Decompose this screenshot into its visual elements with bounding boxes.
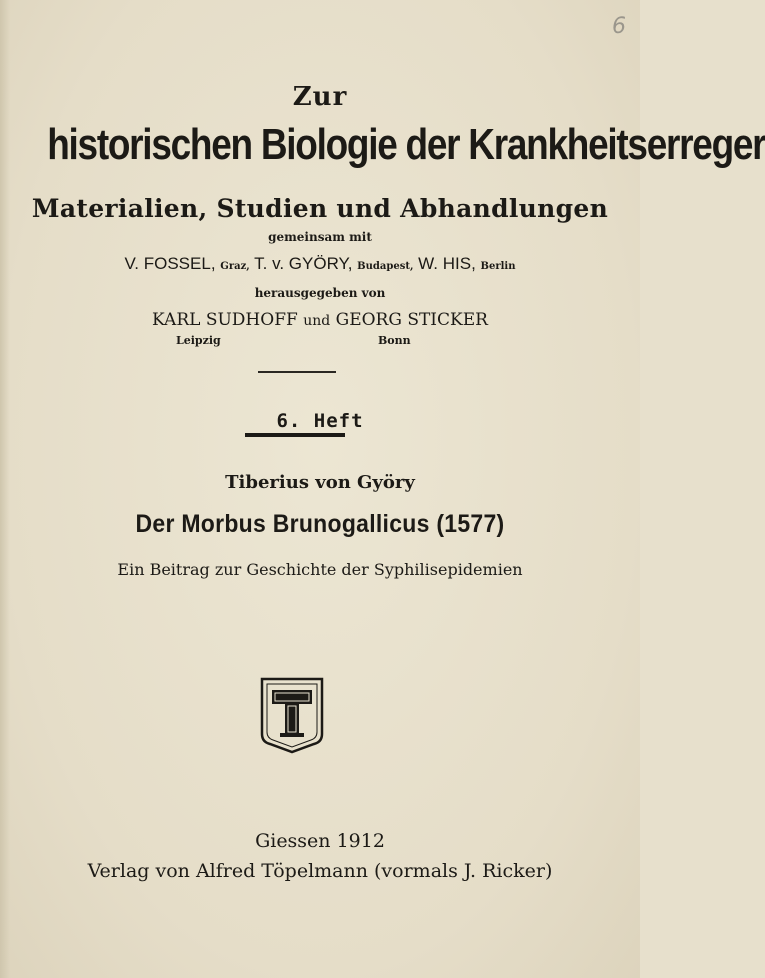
issue-underline bbox=[245, 433, 345, 437]
with-label: gemeinsam mit bbox=[268, 230, 372, 244]
editors-line bbox=[0, 310, 640, 330]
coeditor-city: Budapest, bbox=[357, 261, 414, 272]
editor-city: Leipzig bbox=[176, 334, 221, 347]
series-subtitle: Materialien, Studien und Abhandlungen bbox=[31, 194, 609, 223]
coeditor-name: W. HIS, bbox=[418, 254, 476, 273]
book-subtitle: Ein Beitrag zur Geschichte der Syphilisepidemien bbox=[117, 560, 523, 579]
series-title: historischen Biologie der Krankheitserreger bbox=[47, 120, 765, 169]
series-prefix: Zur bbox=[292, 82, 348, 112]
coeditor-city: Graz, bbox=[220, 261, 250, 272]
publisher: Verlag von Alfred Töpelmann (vormals J. Ricker) bbox=[87, 860, 553, 882]
author-name: Tiberius von Györy bbox=[225, 472, 415, 493]
pencil-mark: 6 bbox=[612, 14, 626, 39]
and-word: und bbox=[303, 313, 331, 329]
book-title: Der Morbus Brunogallicus (1577) bbox=[135, 510, 505, 538]
editor-name: GEORG STICKER bbox=[335, 310, 488, 330]
coeditors-line bbox=[0, 254, 640, 274]
coeditor-city: Berlin bbox=[480, 261, 516, 272]
tau-cross-publisher-mark-icon bbox=[259, 676, 325, 754]
issue-number: 6. Heft bbox=[276, 410, 364, 432]
editor-city: Bonn bbox=[378, 334, 411, 347]
coeditor-name: V. FOSSEL, bbox=[124, 254, 216, 273]
editor-name: KARL SUDHOFF bbox=[152, 310, 298, 330]
place-year: Giessen 1912 bbox=[255, 830, 385, 852]
coeditor-name: T. v. GYÖRY, bbox=[254, 254, 353, 273]
divider-rule bbox=[258, 371, 336, 373]
editor-label: herausgegeben von bbox=[254, 286, 386, 300]
